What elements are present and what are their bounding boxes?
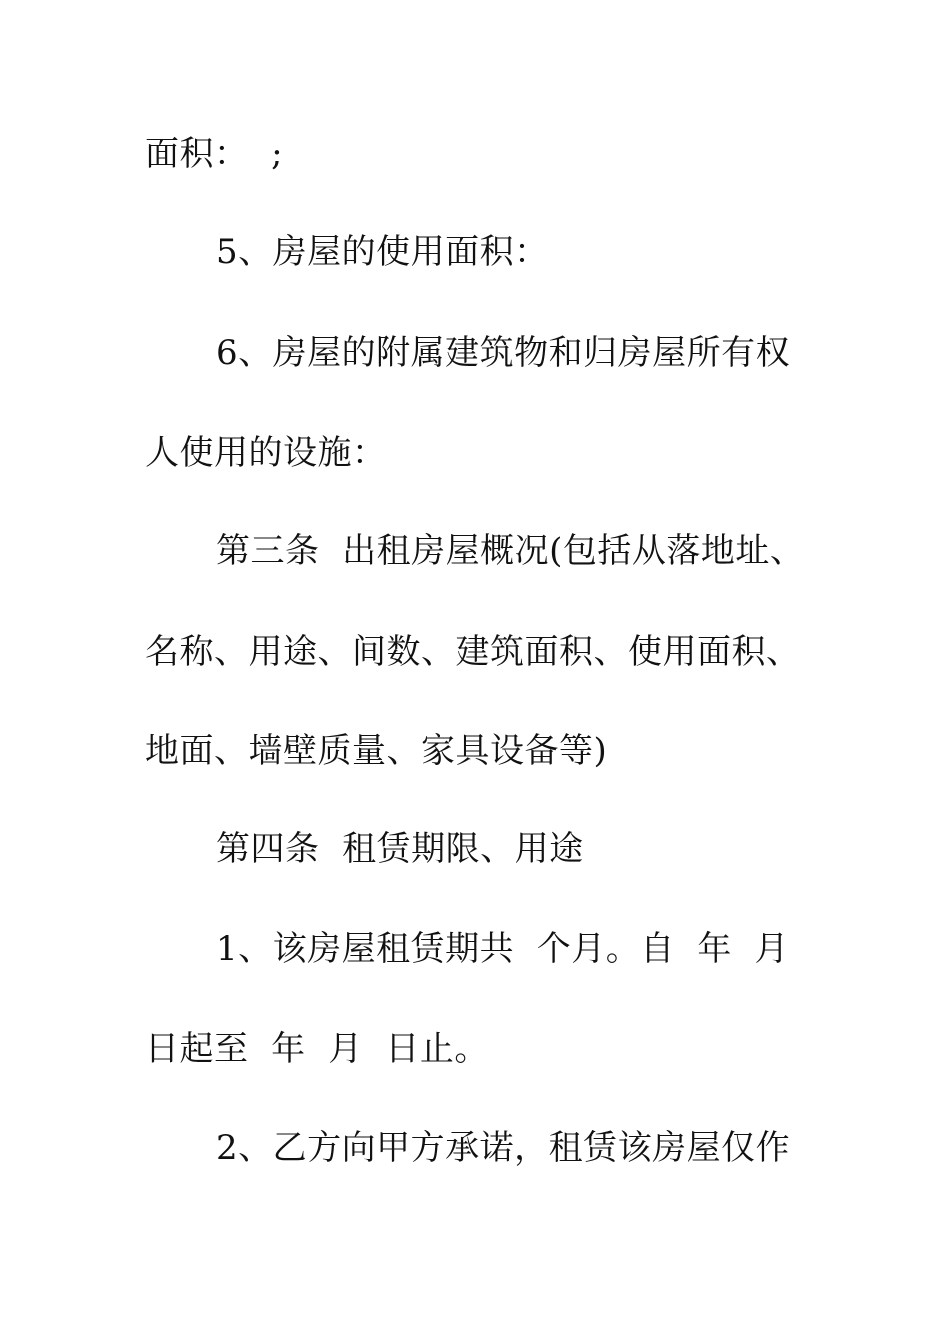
text-line-facilities-cont: 人使用的设施： <box>145 433 387 473</box>
text-line-attached-facilities: 6、房屋的附属建筑物和归房屋所有权 <box>216 333 791 373</box>
text-line-area: 面积： ; <box>145 134 284 174</box>
text-line-article-three-end: 地面、墙壁质量、家具设备等) <box>145 731 608 771</box>
text-line-tenant-promise: 2、乙方向甲方承诺，租赁该房屋仅作 <box>216 1128 791 1168</box>
text-line-usable-area: 5、房屋的使用面积： <box>216 232 549 272</box>
text-line-lease-term-end: 日起至 年 月 日止。 <box>145 1029 489 1069</box>
text-line-article-three: 第三条 出租房屋概况(包括从落地址、 <box>216 531 805 571</box>
text-line-article-four: 第四条 租赁期限、用途 <box>216 829 584 869</box>
text-line-article-three-cont: 名称、用途、间数、建筑面积、使用面积、 <box>145 632 801 672</box>
text-line-lease-term: 1、该房屋租赁期共 个月。自 年 月 <box>216 929 789 969</box>
